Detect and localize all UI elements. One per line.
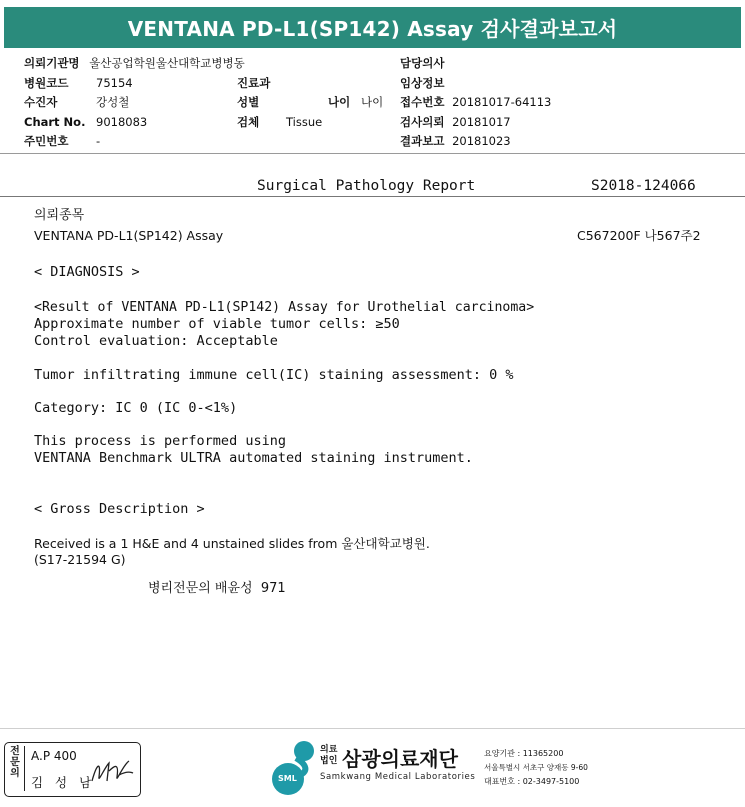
hospital-code-value: 75154 (96, 76, 133, 90)
institution-logo (266, 738, 322, 796)
report-date-row (400, 134, 511, 148)
hospital-code-label: 병원코드 (24, 76, 69, 90)
signature-box-label: 전문의 (8, 746, 25, 791)
hospital-code-row (24, 76, 68, 90)
report-number: S2018-124066 (591, 178, 696, 194)
logo-badge-text: SML (278, 774, 297, 783)
sml-logo-icon (266, 738, 322, 796)
specimen-label: 검체 (237, 115, 260, 129)
signature-code: A.P 400 (31, 749, 77, 763)
signature-box (4, 742, 141, 797)
test-name: VENTANA PD-L1(SP142) Assay (34, 228, 224, 243)
department-label: 진료과 (237, 76, 271, 90)
diagnosis-heading: < DIAGNOSIS > (34, 264, 140, 280)
header-divider (0, 153, 745, 154)
category-line: Category: IC 0 (IC 0-<1%) (34, 400, 238, 416)
accession-label: 접수번호 (400, 95, 445, 109)
sex-label: 성별 (237, 95, 260, 109)
ic-staining-line: Tumor infiltrating immune cell(IC) staining assessment: 0 % (34, 367, 514, 383)
institution-value: 울산공업학원울산대학교병병동 (89, 56, 245, 70)
request-date-label: 검사의뢰 (400, 115, 445, 129)
org-phone: 대표번호 : 02-3497-5100 (484, 777, 580, 786)
resident-no-value: - (96, 134, 101, 148)
accession-value: 20181017-64113 (452, 95, 552, 109)
age-label: 나이 (328, 95, 351, 109)
report-date-value: 20181023 (452, 134, 511, 148)
footer-divider (0, 728, 745, 729)
physician-label: 담당의사 (400, 56, 445, 70)
report-title-bar (4, 7, 741, 48)
result-line: <Result of VENTANA PD-L1(SP142) Assay for Urothelial carcinoma> (34, 300, 535, 315)
chart-no-value: 9018083 (96, 115, 148, 129)
org-name-korean: 삼광의료재단 (342, 747, 458, 771)
resident-no-label: 주민번호 (24, 134, 69, 148)
gross-line-2: (S17-21594 G) (34, 552, 126, 567)
tumor-cells-line: Approximate number of viable tumor cells: ≥50 (34, 316, 400, 332)
handwritten-signature (89, 757, 135, 787)
process-line-1: This process is performed using (34, 433, 286, 449)
process-line-2: VENTANA Benchmark ULTRA automated staining instrument. (34, 450, 473, 466)
accession-row (400, 95, 551, 109)
request-date-value: 20181017 (452, 115, 511, 129)
org-name-english: Samkwang Medical Laboratories (320, 772, 476, 782)
org-address: 서울특별시 서초구 양재동 9-60 (484, 763, 588, 772)
report-title: VENTANA PD-L1(SP142) Assay 검사결과보고서 (127, 17, 618, 41)
gross-heading: < Gross Description > (34, 501, 205, 517)
specimen-taker-label: 수진자 (24, 95, 58, 109)
report-date-label: 결과보고 (400, 134, 445, 148)
org-prefix-top: 의료 (320, 745, 338, 755)
report-heading: Surgical Pathology Report (257, 178, 476, 194)
org-prefix-bottom: 법인 (320, 756, 338, 766)
institution-row (24, 56, 245, 70)
test-category-label: 의뢰종목 (34, 208, 85, 223)
control-line: Control evaluation: Acceptable (34, 333, 278, 349)
signature-name: 김 성 남 (31, 775, 96, 790)
institution-label: 의뢰기관명 (24, 56, 80, 70)
chart-no-label: Chart No. (24, 115, 86, 129)
pathologist-line: 병리전문의 배윤성 971 (148, 581, 286, 596)
clinical-info-label: 임상정보 (400, 76, 445, 90)
org-registration: 요양기관 : 11365200 (484, 749, 564, 758)
age-value: 나이 (361, 95, 384, 109)
gross-line-1: Received is a 1 H&E and 4 unstained slides from 울산대학교병원. (34, 536, 430, 551)
request-date-row (400, 115, 511, 129)
test-code: C567200F 나567주2 (577, 228, 701, 243)
specimen-value: Tissue (286, 115, 323, 129)
specimen-taker-value: 강성철 (96, 95, 130, 109)
report-heading-divider (0, 196, 745, 197)
